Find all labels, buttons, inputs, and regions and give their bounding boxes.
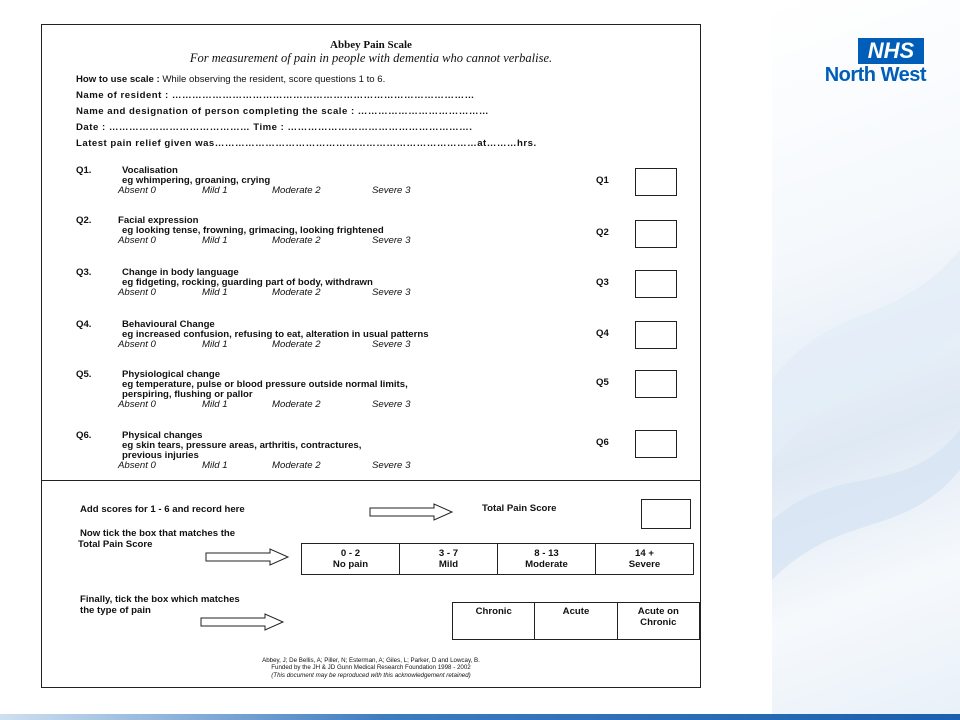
q1-score-box[interactable] (635, 168, 677, 196)
how-to-use-label: How to use scale : (76, 74, 160, 85)
score-option: Absent 0 (118, 287, 156, 298)
credits-authors: Abbey, J; De Bellis, A; Piller, N; Esterman, A; Giles, L; Parker, D and Lowcay, B. (262, 657, 480, 664)
pain-type-chronic-label: Chronic (475, 606, 512, 617)
score-range-cell[interactable] (498, 544, 596, 575)
question-example: eg fidgeting, rocking, guarding part of body, withdrawn (122, 277, 373, 288)
question-title: Physiological change (122, 369, 221, 380)
question-example: eg skin tears, pressure areas, arthritis, contractures, (122, 440, 362, 451)
question-number: Q1. (76, 165, 92, 176)
question-number: Q4. (76, 319, 92, 330)
pain-type-instruction-1: Finally, tick the box which matches (80, 594, 240, 605)
score-range-value: 14 + (635, 548, 654, 559)
score-range-value: 8 - 13 (534, 548, 559, 559)
question-example: eg temperature, pulse or blood pressure outside normal limits, (122, 379, 408, 390)
score-option: Moderate 2 (272, 339, 321, 350)
section-divider (42, 480, 700, 481)
question-number: Q5. (76, 369, 92, 380)
question-number: Q3. (76, 267, 92, 278)
region-name: North West (824, 64, 926, 86)
question-example: perspiring, flushing or pallor (122, 389, 253, 400)
score-option: Mild 1 (202, 185, 228, 196)
score-option: Moderate 2 (272, 287, 321, 298)
score-option: Mild 1 (202, 235, 228, 246)
question-title: Behavioural Change (122, 319, 215, 330)
question-title: Physical changes (122, 430, 203, 441)
how-to-use-text: While observing the resident, score questions 1 to 6. (162, 74, 386, 85)
score-option: Moderate 2 (272, 460, 321, 471)
name-designation-field[interactable]: Name and designation of person completing the scale : ………………………………… (76, 106, 490, 117)
score-range-row (302, 544, 694, 575)
bottom-strip (0, 714, 960, 720)
score-range-value: 3 - 7 (438, 548, 459, 559)
question-code: Q5 (596, 377, 609, 388)
score-range-cell[interactable] (302, 544, 400, 575)
arrow-icon (204, 548, 290, 566)
q5-score-box[interactable] (635, 370, 677, 398)
question-example: eg looking tense, frowning, grimacing, looking frightened (122, 225, 384, 236)
question-example: eg whimpering, groaning, crying (122, 175, 271, 186)
decorative-swoosh (772, 0, 960, 720)
score-option: Mild 1 (202, 287, 228, 298)
question-code: Q3 (596, 277, 609, 288)
score-option: Severe 3 (372, 399, 411, 410)
q4-score-box[interactable] (635, 321, 677, 349)
latest-pain-relief-field[interactable]: Latest pain relief given was……………………………………………………………………at………hrs. (76, 138, 537, 149)
pain-type-instruction-2: the type of pain (80, 605, 151, 616)
credits-note: (This document may be reproduced with this acknowledgement retained) (271, 671, 471, 679)
q2-score-box[interactable] (635, 220, 677, 248)
score-option: Mild 1 (202, 339, 228, 350)
how-to-use (76, 74, 385, 85)
score-range-label: Severe (628, 559, 661, 570)
tick-range-instruction-1: Now tick the box that matches the (80, 528, 236, 539)
question-code: Q1 (596, 175, 609, 186)
score-range-table (301, 543, 694, 575)
score-option: Absent 0 (118, 339, 156, 350)
score-option: Moderate 2 (272, 399, 321, 410)
abbey-pain-scale-document (41, 24, 701, 688)
q6-score-box[interactable] (635, 430, 677, 458)
pain-type-on-chronic-label: Chronic (640, 617, 677, 628)
score-option: Absent 0 (118, 460, 156, 471)
document-title: Abbey Pain Scale (330, 39, 412, 51)
question-code: Q2 (596, 227, 609, 238)
branding-panel (772, 0, 960, 720)
score-option: Severe 3 (372, 287, 411, 298)
question-example: eg increased confusion, refusing to eat, alteration in usual patterns (122, 329, 429, 340)
score-option: Severe 3 (372, 235, 411, 246)
name-of-resident-field[interactable]: Name of resident : ……………………………………………………………………………… (76, 90, 475, 101)
total-pain-score-box[interactable] (641, 499, 691, 529)
q3-score-box[interactable] (635, 270, 677, 298)
nhs-logo: NHS (858, 38, 924, 64)
score-range-label: Moderate (525, 559, 568, 570)
arrow-icon (199, 613, 285, 631)
pain-type-table (452, 602, 700, 640)
add-scores-instruction: Add scores for 1 - 6 and record here (80, 504, 245, 515)
score-range-label: No pain (332, 559, 369, 570)
question-example: previous injuries (122, 450, 199, 461)
document-subtitle: For measurement of pain in people with dementia who cannot verbalise. (189, 51, 553, 65)
tick-range-instruction-2: Total Pain Score (78, 539, 153, 550)
question-number: Q2. (76, 215, 92, 226)
score-option: Absent 0 (118, 185, 156, 196)
score-option: Absent 0 (118, 399, 156, 410)
score-range-cell[interactable] (400, 544, 498, 575)
date-time-field[interactable]: Date : …………………………………… Time : ………………………………………………. (76, 122, 473, 133)
score-option: Severe 3 (372, 339, 411, 350)
score-option: Mild 1 (202, 399, 228, 410)
question-title: Change in body language (122, 267, 239, 278)
credits-funding: Funded by the JH & JD Gunn Medical Research Foundation 1998 - 2002 (271, 664, 471, 672)
total-pain-score-label: Total Pain Score (482, 503, 557, 514)
question-title: Facial expression (118, 215, 199, 226)
pain-type-acute-on-label: Acute on (637, 606, 679, 617)
score-option: Severe 3 (372, 185, 411, 196)
arrow-icon (368, 503, 454, 521)
credits (42, 657, 700, 679)
score-option: Absent 0 (118, 235, 156, 246)
question-number: Q6. (76, 430, 92, 441)
score-range-cell[interactable] (596, 544, 694, 575)
pain-type-acute-on-chronic[interactable] (617, 603, 699, 640)
pain-type-chronic[interactable] (453, 603, 535, 640)
pain-type-acute[interactable] (535, 603, 617, 640)
score-option: Mild 1 (202, 460, 228, 471)
question-title: Vocalisation (122, 165, 178, 176)
pain-type-acute-label: Acute (562, 606, 590, 617)
score-range-label: Mild (438, 559, 459, 570)
score-range-value: 0 - 2 (340, 548, 361, 559)
score-option: Moderate 2 (272, 235, 321, 246)
score-option: Severe 3 (372, 460, 411, 471)
question-code: Q6 (596, 437, 609, 448)
score-option: Moderate 2 (272, 185, 321, 196)
question-code: Q4 (596, 328, 609, 339)
